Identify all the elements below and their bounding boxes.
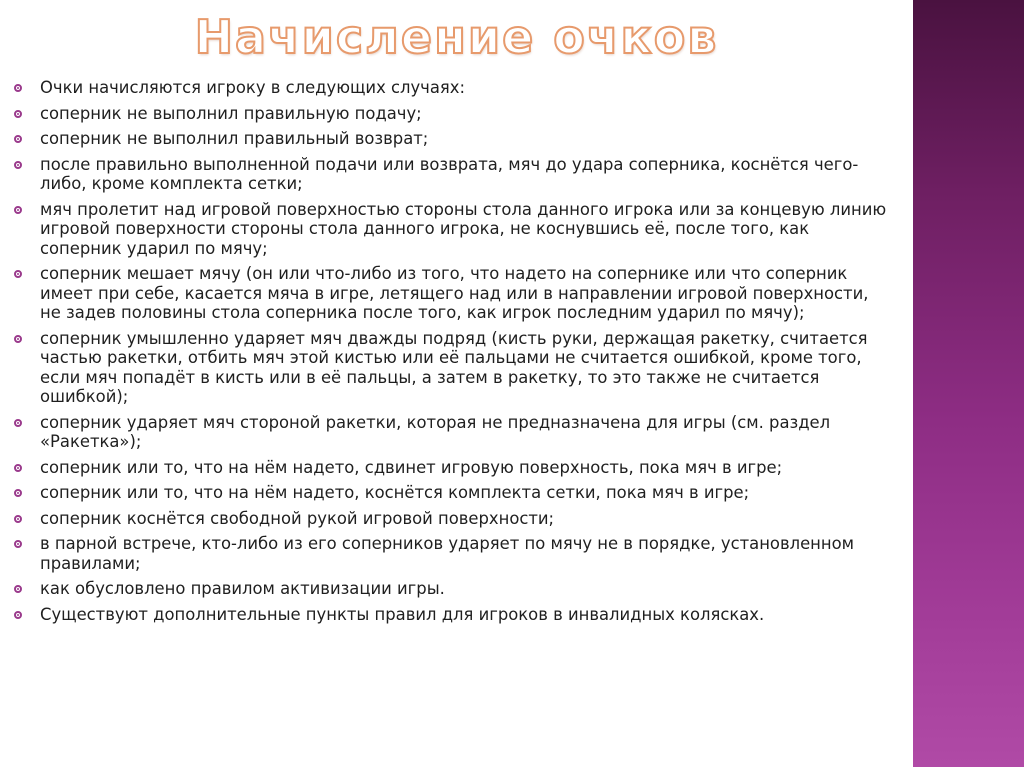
- list-item: [14, 579, 894, 599]
- list-item-text: соперник мешает мячу (он или что-либо из того, что надето на сопернике или что соперник имеет при себе, касается мяча в игре, летящего над или в направлении игровой поверхности, не задев половины стола соперника после того, как игрок последним ударил по мячу);: [40, 264, 869, 322]
- list-item: [14, 129, 894, 149]
- circle-bullet-icon: [14, 489, 22, 497]
- list-item: [14, 104, 894, 124]
- list-item: [14, 483, 894, 503]
- list-item-text: Существуют дополнительные пункты правил для игроков в инвалидных колясках.: [40, 604, 765, 624]
- list-item-text: Очки начисляются игроку в следующих случаях:: [40, 78, 465, 97]
- circle-bullet-icon: [14, 611, 22, 619]
- list-item: [14, 413, 894, 452]
- list-item-text: соперник или то, что на нём надето, сдвинет игровую поверхность, пока мяч в игре;: [40, 457, 783, 477]
- circle-bullet-icon: [14, 110, 22, 118]
- circle-bullet-icon: [14, 84, 22, 92]
- rules-list: [14, 78, 894, 630]
- list-item-text: мяч пролетит над игровой поверхностью стороны стола данного игрока или за концевую линию игровой поверхности стороны стола данного игрока, не коснувшись её, после того, как соперник ударил по мячу;: [40, 199, 887, 258]
- circle-bullet-icon: [14, 515, 22, 523]
- circle-bullet-icon: [14, 540, 22, 548]
- circle-bullet-icon: [14, 206, 22, 214]
- circle-bullet-icon: [14, 270, 22, 278]
- list-item-text: соперник или то, что на нём надето, коснётся комплекта сетки, пока мяч в игре;: [40, 483, 750, 502]
- circle-bullet-icon: [14, 335, 22, 343]
- list-item: [14, 509, 894, 529]
- list-item: [14, 605, 894, 625]
- list-item: [14, 329, 894, 407]
- list-item: [14, 534, 894, 573]
- list-item-text: соперник коснётся свободной рукой игровой поверхности;: [40, 508, 555, 528]
- circle-bullet-icon: [14, 135, 22, 143]
- list-item-text: после правильно выполненной подачи или возврата, мяч до удара соперника, коснётся чего-либо, кроме комплекта сетки;: [40, 154, 859, 193]
- list-item: [14, 264, 894, 323]
- list-item: [14, 458, 894, 478]
- list-item-text: соперник ударяет мяч стороной ракетки, которая не предназначена для игры (см. раздел «Ракетка»);: [40, 412, 831, 451]
- list-item-text: соперник не выполнил правильный возврат;: [40, 129, 429, 148]
- list-item: [14, 78, 894, 98]
- slide-title: Начисление очков: [194, 10, 719, 64]
- circle-bullet-icon: [14, 419, 22, 427]
- list-item-text: как обусловлено правилом активизации игры.: [40, 579, 445, 598]
- list-item: [14, 200, 894, 259]
- list-item-text: соперник не выполнил правильную подачу;: [40, 103, 422, 123]
- list-item-text: соперник умышленно ударяет мяч дважды подряд (кисть руки, держащая ракетку, считается частью ракетки, отбить мяч этой кистью или её пальцами не считается ошибкой, кроме того, если мяч попадёт в кисть или в её пальцы, а затем в ракетку, то это также не считается ошибкой);: [40, 328, 868, 406]
- circle-bullet-icon: [14, 585, 22, 593]
- circle-bullet-icon: [14, 464, 22, 472]
- list-item: [14, 155, 894, 194]
- decorative-side-panel: [913, 0, 1024, 767]
- circle-bullet-icon: [14, 161, 22, 169]
- list-item-text: в парной встрече, кто-либо из его соперников ударяет по мячу не в порядке, установленном правилами;: [40, 534, 855, 573]
